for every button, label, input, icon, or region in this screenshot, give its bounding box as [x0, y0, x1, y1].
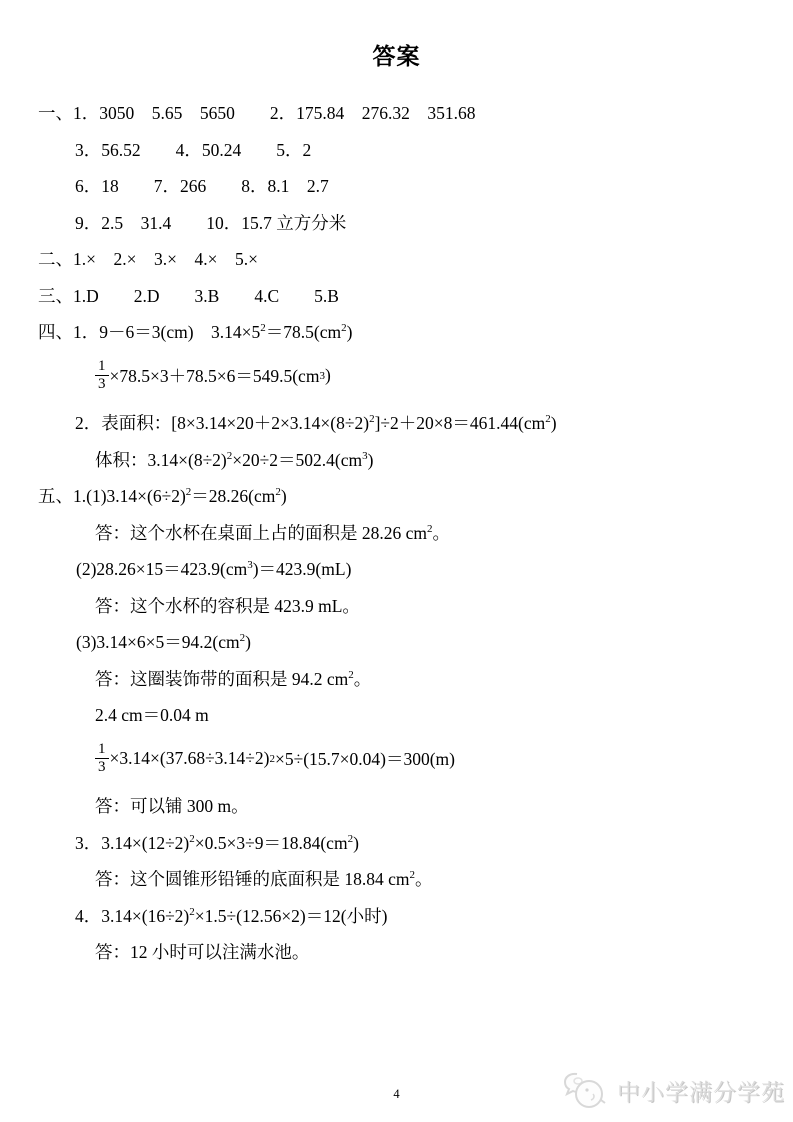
superscript: 2	[239, 632, 246, 645]
answer-text: 3．56.52 4．50.24 5．2	[75, 139, 312, 160]
superscript: 3	[362, 449, 368, 462]
answer-line: $\frac{1}{3}$ ×3.14×(37.68÷3.14÷2) 2 ×5÷(15.7×0.04)＝300(m)	[0, 734, 793, 789]
answer-text: 。	[415, 869, 433, 889]
superscript: 2	[347, 832, 354, 845]
superscript: 2	[369, 413, 375, 426]
answer-text: ]÷2＋20×8＝461.44(cm	[374, 413, 546, 433]
superscript: 2	[226, 449, 233, 462]
watermark-logo-icon	[563, 1070, 609, 1110]
answer-line	[0, 314, 793, 351]
answer-line	[0, 588, 793, 625]
answer-text: 五、1.(1)3.14×(6÷2)	[38, 486, 186, 506]
answer-line	[0, 132, 793, 169]
answer-text: )	[550, 413, 557, 433]
superscript: 2	[341, 322, 347, 335]
superscript: 2	[185, 486, 192, 499]
answer-text: ×0.5×3÷9＝18.84(cm	[194, 832, 348, 853]
superscript: 2	[189, 832, 195, 845]
answer-text: ×1.5÷(12.56×2)＝12(小时)	[194, 905, 388, 926]
answer-text: )	[280, 486, 287, 506]
answer-line	[0, 697, 793, 734]
answer-text: 答：这个圆锥形铅锤的底面积是 18.84 cm	[95, 869, 410, 889]
answer-line	[0, 95, 793, 132]
superscript: 3	[247, 559, 253, 572]
answer-text: 体积：3.14×(8÷2)	[95, 449, 227, 470]
superscript: 2	[545, 413, 551, 426]
answer-line	[0, 661, 793, 698]
answer-text: )	[353, 832, 359, 853]
answer-line: $\frac{1}{3}$ ×78.5×3＋78.5×6＝549.5(cm 3 )	[0, 351, 793, 406]
answer-text: 答：12 小时可以注满水池。	[95, 942, 310, 962]
answer-text: (2)28.26×15＝423.9(cm	[76, 559, 248, 579]
answer-text: 2．表面积：[8×3.14×20＋2×3.14×(8÷2)	[75, 413, 370, 433]
superscript: 2	[260, 322, 266, 335]
answer-lines	[0, 95, 793, 971]
page-number: 4	[393, 1087, 400, 1101]
superscript: 2	[409, 869, 416, 882]
answer-text: 2.4 cm＝0.04 m	[95, 705, 209, 725]
superscript: 2	[189, 905, 195, 918]
answer-text: 一、1．3050 5.65 5650 2．175.84 276.32 351.68	[38, 103, 476, 123]
answer-text: (3)3.14×6×5＝94.2(cm	[76, 632, 240, 652]
answer-text: 6．18 7．266 8．8.1 2.7	[75, 176, 329, 196]
answer-text: 答：可以铺 300 m。	[95, 796, 249, 816]
superscript: 2	[275, 486, 281, 499]
answer-line	[0, 405, 793, 442]
watermark-text: 中小学满分学苑	[617, 1078, 785, 1105]
answer-text: ×5÷(15.7×0.04)＝300(m)	[274, 749, 456, 770]
answer-text: 3．3.14×(12÷2)	[75, 832, 190, 853]
answer-text: ＝28.26(cm	[191, 486, 276, 506]
answer-line	[0, 898, 793, 935]
answer-line	[0, 788, 793, 825]
answer-line	[0, 551, 793, 588]
answer-line	[0, 241, 793, 278]
answer-text: ＝78.5(cm	[265, 322, 342, 342]
page-title: 答案	[372, 43, 421, 69]
answer-text: 二、1.× 2.× 3.× 4.× 5.×	[38, 249, 258, 269]
answer-text: )	[324, 365, 331, 386]
answer-line	[0, 442, 793, 479]
answer-text: 四、1．9－6＝3(cm) 3.14×5	[38, 322, 261, 342]
answer-text: )	[245, 632, 251, 652]
answer-text: )＝423.9(mL)	[252, 559, 352, 579]
answer-text: 。	[353, 668, 372, 689]
answer-text: 三、1.D 2.D 3.B 4.C 5.B	[38, 285, 339, 306]
answer-text: 答：这个水杯在桌面上占的面积是 28.26 cm	[95, 522, 428, 543]
answer-text: ×78.5×3＋78.5×6＝549.5(cm	[109, 366, 320, 387]
answer-line	[0, 205, 793, 242]
watermark	[563, 1070, 785, 1110]
fraction: $\frac{1}{3}$	[95, 742, 109, 777]
answer-text: 。	[432, 522, 451, 543]
superscript: 2	[348, 668, 354, 681]
superscript: 2	[427, 522, 433, 535]
answer-text: 答：这圈装饰带的面积是 94.2 cm	[95, 668, 349, 689]
answer-line	[0, 624, 793, 661]
answer-text: )	[346, 322, 353, 342]
answer-line	[0, 478, 793, 515]
answer-line	[0, 825, 793, 862]
fraction: $\frac{1}{3}$	[95, 359, 109, 394]
answer-text: 答：这个水杯的容积是 423.9 mL。	[95, 595, 360, 616]
answer-line	[0, 934, 793, 971]
answer-line	[0, 168, 793, 205]
answer-line	[0, 515, 793, 552]
answer-text: )	[367, 449, 374, 470]
answer-text: 9．2.5 31.4 10．15.7 立方分米	[75, 212, 347, 233]
answer-text: ×3.14×(37.68÷3.14÷2)	[109, 748, 270, 769]
answer-line	[0, 861, 793, 898]
answer-text: ×20÷2＝502.4(cm	[232, 449, 363, 470]
answer-text: 4．3.14×(16÷2)	[75, 905, 190, 926]
answer-line	[0, 278, 793, 315]
